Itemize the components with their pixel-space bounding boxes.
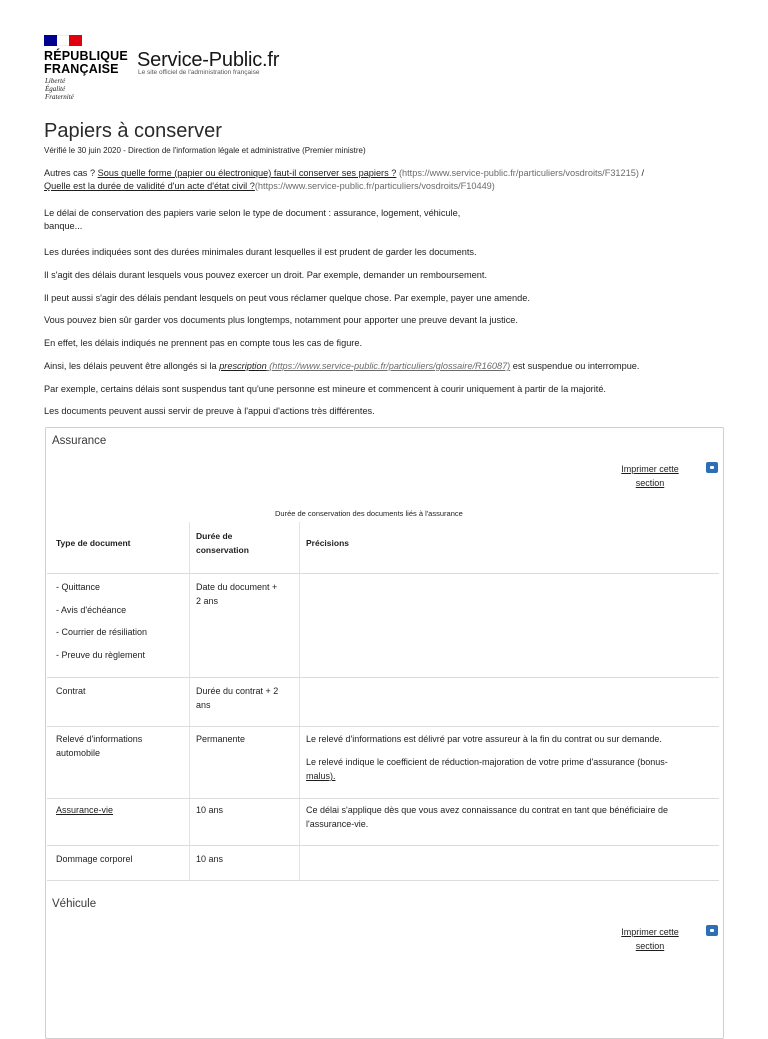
service-public-brand[interactable]: Service-Public.fr (137, 49, 280, 71)
duree-line: Durée du contrat + 2 (196, 686, 279, 696)
print-label-line1: Imprimer cette (621, 927, 679, 937)
motto-egalite: Égalité (45, 85, 66, 93)
paragraph-majorite: Par exemple, certains délais sont suspendus tant qu'une personne est mineure et commencent à courir uniquement à partir de la majorité. (44, 384, 606, 394)
motto (45, 77, 74, 101)
row-type (56, 580, 178, 662)
print-icon[interactable] (706, 925, 718, 936)
precision-line: Le relevé d'informations est délivré par votre assureur à la fin du contrat ou sur demande. (306, 734, 662, 744)
verified-date: Vérifié le 30 juin 2020 - Direction de l'information légale et administrative (Premier ministre) (44, 146, 366, 155)
paragraph-prescription (44, 360, 639, 373)
row-precisions (306, 803, 714, 831)
header-duree-line1: Durée de (196, 531, 233, 541)
type-line: automobile (56, 748, 101, 758)
type-preuve-reglement: - Preuve du règlement (56, 649, 146, 660)
motto-fraternite: Fraternité (45, 93, 74, 101)
link-validite-etat-civil[interactable]: Quelle est la durée de validité d'un acte d'état civil ? (44, 181, 255, 191)
prescription-link[interactable]: prescription (219, 361, 267, 371)
brand-tagline: Le site officiel de l'administration française (138, 69, 260, 76)
row-duree (196, 580, 296, 608)
separator: / (638, 168, 645, 178)
row-type (56, 732, 178, 760)
print-section-assurance[interactable] (610, 462, 690, 490)
link-forme-papiers[interactable]: Sous quelle forme (papier ou électronique) faut-il conserver ses papiers ? (97, 168, 397, 178)
type-line: Relevé d'informations (56, 734, 143, 744)
print-label-line1: Imprimer cette (621, 464, 679, 474)
table-row (47, 799, 719, 846)
paragraph-preuve: Les documents peuvent aussi servir de preuve à l'appui d'actions très différentes. (44, 406, 375, 416)
header-type-document: Type de document (56, 538, 131, 548)
paragraph-reclamer: Il peut aussi s'agir des délais pendant lesquels on peut vous réclamer quelque chose. Par exemple, payer une amende. (44, 293, 530, 303)
marianne-flag-logo (44, 35, 82, 46)
type-contrat: Contrat (56, 686, 86, 696)
type-dommage-corporel: Dommage corporel (56, 854, 133, 864)
link-validite-etat-civil-url[interactable]: (https://www.service-public.fr/particuliers/vosdroits/F10449) (254, 181, 495, 191)
type-courrier-resiliation: - Courrier de résiliation (56, 627, 148, 637)
duree-line: ans (196, 700, 211, 710)
row-precisions (306, 732, 714, 783)
table-row (47, 574, 719, 678)
intro-line-1: Le délai de conservation des papiers varie selon le type de document : assurance, logement, véhicule, (44, 208, 461, 218)
table-header-row (47, 522, 719, 574)
paragraph-durees: Les durées indiquées sont des durées minimales durant lesquelles il est prudent de garder les documents. (44, 247, 477, 257)
print-icon[interactable] (706, 462, 718, 473)
site-header (44, 33, 344, 103)
prescription-after: est suspendue ou interrompue. (510, 361, 640, 371)
other-cases (44, 167, 734, 193)
table-row (47, 678, 719, 727)
paragraph-droit: Il s'agit des délais durant lesquels vous pouvez exercer un droit. Par exemple, demander un remboursement. (44, 270, 487, 280)
table-row (47, 846, 719, 881)
other-cases-prefix: Autres cas ? (44, 168, 98, 178)
print-section-vehicule[interactable] (610, 925, 690, 953)
print-label-line2: section (635, 478, 665, 488)
print-label-line2: section (635, 941, 665, 951)
precision-line: Le relevé indique le coefficient de réduction-majoration de votre prime d'assurance (bonus- (306, 757, 668, 767)
duree-permanente: Permanente (196, 734, 246, 744)
header-duree (196, 529, 296, 557)
duree-line: Date du document + (196, 582, 278, 592)
precision-line: l'assurance-vie. (306, 819, 369, 829)
duree-line: 2 ans (196, 596, 219, 606)
francaise-line: FRANÇAISE (44, 62, 119, 76)
link-forme-papiers-url[interactable]: (https://www.service-public.fr/particuliers/vosdroits/F31215) (396, 168, 639, 178)
paragraph-cas-figure: En effet, les délais indiqués ne prennent pas en compte tous les cas de figure. (44, 338, 363, 348)
section-title-vehicule[interactable]: Véhicule (52, 898, 97, 910)
duree-10-ans: 10 ans (196, 805, 224, 815)
page-title: Papiers à conserver (44, 120, 222, 142)
paragraph-justice: Vous pouvez bien sûr garder vos documents plus longtemps, notamment pour apporter une preuve devant la justice. (44, 315, 518, 325)
type-avis-echeance: - Avis d'échéance (56, 604, 127, 615)
header-duree-line2: conservation (196, 545, 249, 555)
bonus-malus-link[interactable]: malus). (306, 771, 336, 781)
type-quittance: - Quittance (56, 582, 101, 592)
motto-liberte: Liberté (45, 77, 66, 85)
prescription-before: Ainsi, les délais peuvent être allongés si la (44, 361, 220, 371)
prescription-url[interactable]: (https://www.service-public.fr/particuliers/glossaire/R16087) (266, 361, 511, 371)
republique-line: RÉPUBLIQUE (44, 49, 128, 63)
row-duree (196, 684, 296, 712)
precision-line: Ce délai s'applique dès que vous avez connaissance du contrat en tant que bénéficiaire de (306, 805, 668, 815)
republique-francaise-logo[interactable] (44, 50, 128, 76)
section-title-assurance[interactable]: Assurance (52, 435, 107, 447)
assurance-vie-link[interactable]: Assurance-vie (56, 805, 114, 815)
intro-line-2: banque... (44, 221, 83, 231)
duree-10-ans: 10 ans (196, 854, 224, 864)
table-row (47, 727, 719, 799)
header-precisions: Précisions (306, 538, 349, 548)
table-caption: Durée de conservation des documents liés à l'assurance (275, 509, 463, 518)
intro-paragraph (44, 207, 460, 233)
